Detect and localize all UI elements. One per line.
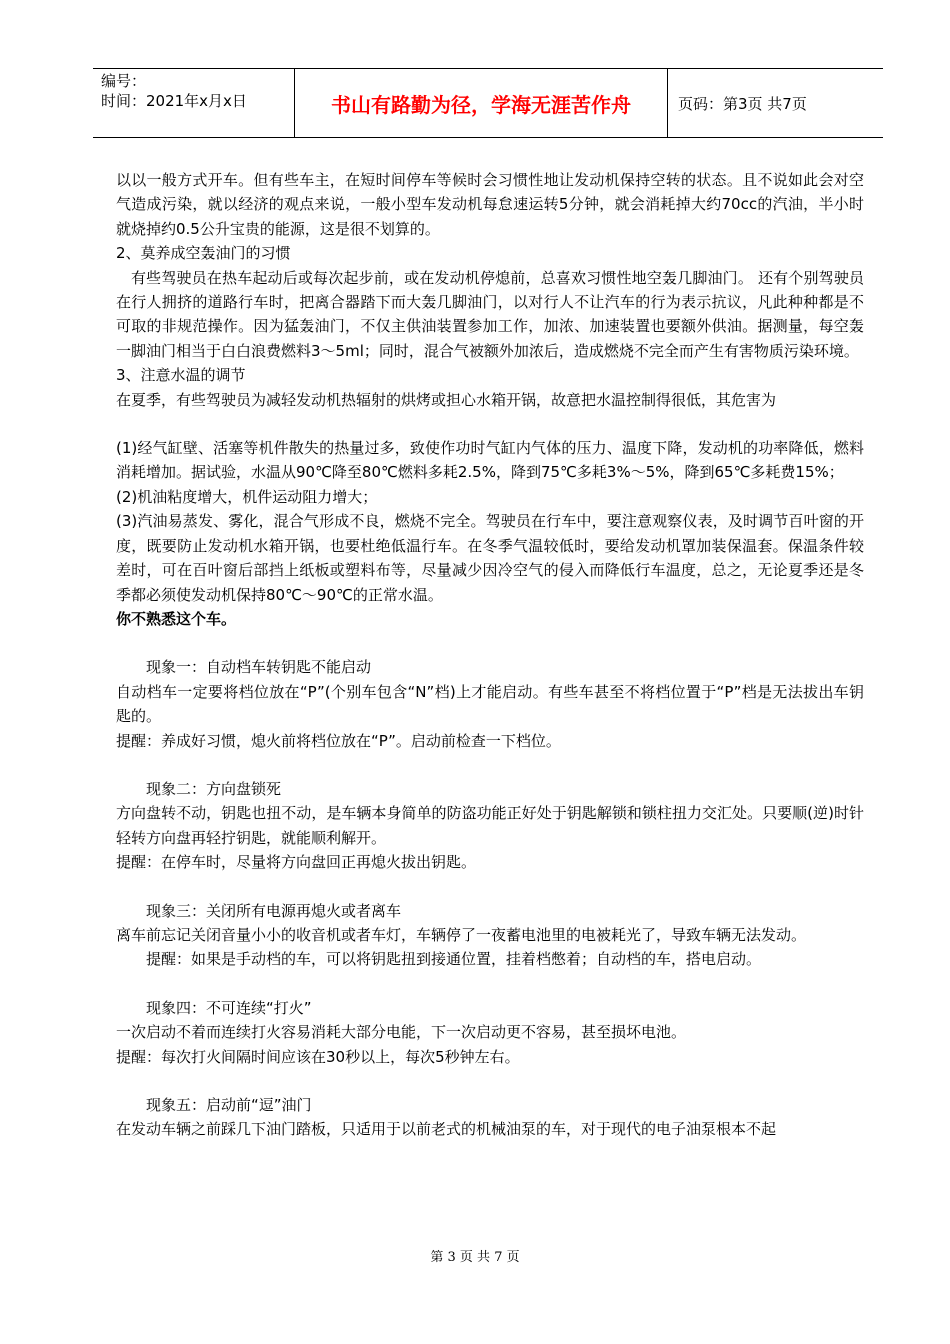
- bold-heading: 你不熟悉这个车。: [116, 609, 237, 628]
- list-item: (1)经气缸壁、活塞等机件散失的热量过多，致使作功时气缸内气体的压力、温度下降，发动机的功率降低，燃料消耗增加。据试验，水温从90℃降至80℃燃料多耗2.5%，降到75℃多耗3%～5%，降到65℃多耗费15%；: [116, 439, 864, 482]
- doc-time-label: 时间：2021年x月x日: [101, 92, 247, 110]
- section-heading: 2、莫养成空轰油门的习惯: [116, 244, 291, 263]
- phenomenon-title: 现象一：自动档车转钥匙不能启动: [146, 658, 372, 677]
- tip-text: 提醒：每次打火间隔时间应该在30秒以上，每次5秒钟左右。: [116, 1047, 520, 1066]
- document-body: [116, 168, 864, 1142]
- tip-text: 提醒：如果是手动档的车，可以将钥匙扭到接通位置，挂着档憋着；自动档的车，搭电启动。: [146, 950, 762, 969]
- spacer: [116, 1069, 864, 1093]
- header-page-label: 页码：第3页 共7页: [678, 94, 807, 113]
- spacer: [116, 412, 864, 436]
- list-item: (2)机油粘度增大，机件运动阻力增大；: [116, 487, 378, 506]
- list-item: (3)汽油易蒸发、雾化，混合气形成不良，燃烧不完全。驾驶员在行车中，要注意观察仪表，及时调节百叶窗的开度，既要防止发动机水箱开锅，也要杜绝低温行车。在冬季气温较低时，要给发动机罩加装保温套。保温条件较差时，可在百叶窗后部挡上纸板或塑料布等，尽量减少因冷空气的侵入而降低行车温度，总之，无论夏季还是冬季都必须使发动机保持80℃～90℃的正常水温。: [116, 512, 864, 604]
- spacer: [116, 753, 864, 777]
- phenomenon-title: 现象五：启动前“逗”油门: [146, 1096, 312, 1114]
- spacer: [116, 972, 864, 996]
- paragraph: 在夏季，有些驾驶员为减轻发动机热辐射的烘烤或担心水箱开锅，故意把水温控制得很低，其危害为: [116, 390, 777, 409]
- paragraph: 自动档车一定要将档位放在“P”(个别车包含“N”档)上才能启动。有些车甚至不将档位置于“P”档是无法拔出车钥匙的。: [116, 682, 864, 726]
- spacer: [116, 631, 864, 655]
- paragraph: 在发动车辆之前踩几下油门踏板，只适用于以前老式的机械油泵的车，对于现代的电子油泵根本不起: [116, 1120, 777, 1139]
- paragraph: 离车前忘记关闭音量小小的收音机或者车灯，车辆停了一夜蓄电池里的电被耗光了，导致车辆无法发动。: [116, 925, 807, 944]
- spacer: [116, 875, 864, 899]
- page-footer: 第 3 页 共 7 页: [430, 1250, 520, 1265]
- header-meta: [93, 69, 295, 137]
- header-motto: 书山有路勤为径，学海无涯苦作舟: [295, 69, 668, 137]
- section-heading: 3、注意水温的调节: [116, 366, 246, 385]
- paragraph: 有些驾驶员在热车起动后或每次起步前，或在发动机停熄前，总喜欢习惯性地空轰几脚油门。 还有个别驾驶员在行人拥挤的道路行车时，把离合器踏下而大轰几脚油门，以对行人不让汽车的行为表示抗议，凡此种种都是不可取的非规范操作。因为猛轰油门，不仅主供油装置参加工作，加浓、加速装置也要额外供油。据测量，每空轰一脚油门相当于白白浪费燃料3～5ml；同时，混合气被额外加浓后，造成燃烧不完全而产生有害物质污染环境。: [116, 268, 864, 360]
- phenomenon-title: 现象三：关闭所有电源再熄火或者离车: [146, 901, 402, 920]
- paragraph: 方向盘转不动，钥匙也扭不动，是车辆本身简单的防盗功能正好处于钥匙解锁和锁柱扭力交汇处。只要顺(逆)时针轻转方向盘再轻拧钥匙，就能顺利解开。: [116, 804, 864, 847]
- phenomenon-title: 现象四：不可连续“打火”: [146, 998, 312, 1017]
- paragraph: 一次启动不着而连续打火容易消耗大部分电能，下一次启动更不容易，甚至损坏电池。: [116, 1023, 687, 1042]
- paragraph: 以以一般方式开车。但有些车主，在短时间停车等候时会习惯性地让发动机保持空转的状态。且不说如此会对空气造成污染，就以经济的观点来说，一般小型车发动机每怠速运转5分钟，就会消耗掉大约70cc的汽油，半小时就烧掉约0.5公升宝贵的能源，这是很不划算的。: [116, 171, 864, 238]
- phenomenon-title: 现象二：方向盘锁死: [146, 779, 282, 798]
- page-header: [93, 68, 883, 138]
- tip-text: 提醒：养成好习惯，熄火前将档位放在“P”。启动前检查一下档位。: [116, 731, 561, 750]
- doc-number-label: 编号：: [101, 72, 147, 90]
- tip-text: 提醒：在停车时，尽量将方向盘回正再熄火拔出钥匙。: [116, 853, 477, 872]
